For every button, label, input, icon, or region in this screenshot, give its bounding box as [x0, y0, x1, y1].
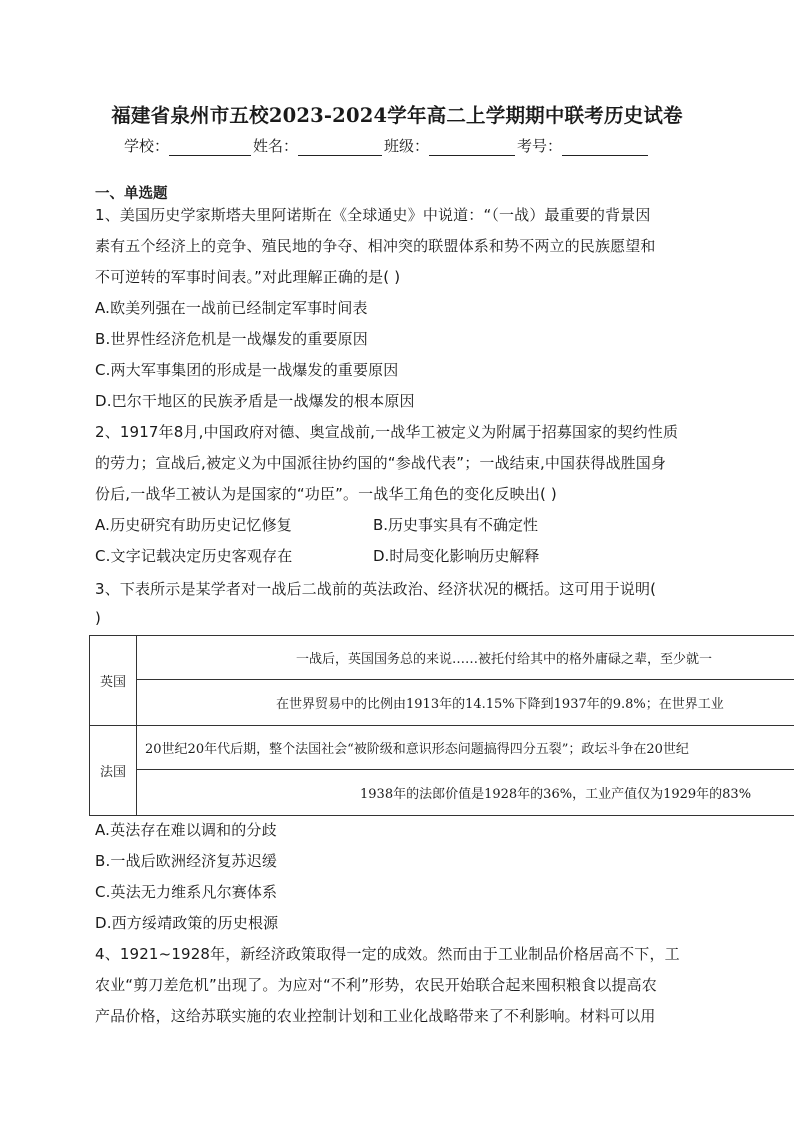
school-blank[interactable]	[169, 139, 251, 156]
name-label: 姓名：	[253, 137, 299, 155]
school-label: 学校：	[124, 137, 170, 155]
q3-stem-line-1: 3、下表所示是某学者对一战后二战前的英法政治、经济状况的概括。这可用于说明(	[95, 580, 657, 598]
q2-stem-line-2: 的劳力；宣战后,被定义为中国派往协约国的“参战代表”；一战结束,中国获得战胜国身	[95, 454, 667, 472]
table-row	[90, 726, 794, 770]
q2-option-a[interactable]: A.历史研究有助历史记忆修复	[95, 516, 292, 534]
q2-option-d[interactable]: D.时局变化影响历史解释	[373, 547, 540, 565]
france-economy-text: 1938年的法郎价值是1928年的36%，工业产值仅为1929年的83%	[360, 787, 752, 802]
class-label: 班级：	[384, 137, 430, 155]
table-cell	[137, 726, 794, 770]
q1-option-a[interactable]: A.欧美列强在一战前已经制定军事时间表	[95, 299, 368, 317]
france-politics-text: 20世纪20年代后期，整个法国社会“被阶级和意识形态问题搞得四分五裂”；政坛斗争在20世纪	[145, 742, 689, 757]
q2-stem-line-1: 2、1917年8月,中国政府对德、奥宣战前,一战华工被定义为附属于招募国家的契约性质	[95, 423, 679, 441]
q3-option-d[interactable]: D.西方绥靖政策的历史根源	[95, 914, 279, 932]
country-cell-uk: 英国	[90, 636, 137, 726]
table-row	[90, 770, 794, 816]
uk-economy-text: 在世界贸易中的比例由1913年的14.15%下降到1937年的9.8%；在世界工业	[276, 697, 724, 712]
q2-option-c[interactable]: C.文字记载决定历史客观存在	[95, 547, 293, 565]
q2-stem-line-3: 份后,一战华工被认为是国家的“功臣”。一战华工角色的变化反映出( )	[95, 485, 557, 503]
name-blank[interactable]	[298, 139, 382, 156]
exam-number-label: 考号：	[517, 137, 563, 155]
q3-material-table	[89, 635, 794, 816]
student-info-row	[124, 135, 650, 156]
q4-stem-line-3: 产品价格，这给苏联实施的农业控制计划和工业化战略带来了不利影响。材料可以用	[95, 1007, 656, 1025]
q1-stem-line-1: 1、美国历史学家斯塔夫里阿诺斯在《全球通史》中说道：“（一战）最重要的背景因	[95, 206, 651, 224]
q3-stem-line-2: )	[95, 609, 102, 627]
table-cell	[137, 680, 794, 726]
q3-option-c[interactable]: C.英法无力维系凡尔赛体系	[95, 883, 278, 901]
q1-stem-line-2: 素有五个经济上的竞争、殖民地的争夺、相冲突的联盟体系和势不两立的民族愿望和	[95, 237, 656, 255]
q4-stem-line-2: 农业“剪刀差危机”出现了。为应对“不利”形势，农民开始联合起来囤积粮食以提高农	[95, 976, 657, 994]
uk-politics-text: 一战后，英国国务总的来说……被托付给其中的格外庸碌之辈，至少就一	[296, 652, 713, 667]
table-cell	[137, 770, 794, 816]
country-cell-france: 法国	[90, 726, 137, 816]
q3-option-a[interactable]: A.英法存在难以调和的分歧	[95, 821, 277, 839]
table-row	[90, 680, 794, 726]
exam-title: 福建省泉州市五校2023-2024学年高二上学期期中联考历史试卷	[111, 104, 683, 127]
q2-option-b[interactable]: B.历史事实具有不确定性	[373, 516, 539, 534]
q1-option-d[interactable]: D.巴尔干地区的民族矛盾是一战爆发的根本原因	[95, 392, 415, 410]
q4-stem-line-1: 4、1921~1928年，新经济政策取得一定的成效。然而由于工业制品价格居高不下，工	[95, 945, 680, 963]
q1-option-c[interactable]: C.两大军事集团的形成是一战爆发的重要原因	[95, 361, 399, 379]
q1-stem-line-3: 不可逆转的军事时间表。”对此理解正确的是( )	[95, 268, 401, 286]
section-heading: 一、单选题	[95, 186, 168, 202]
q3-option-b[interactable]: B.一战后欧洲经济复苏迟缓	[95, 852, 278, 870]
table-row	[90, 636, 794, 680]
q1-option-b[interactable]: B.世界性经济危机是一战爆发的重要原因	[95, 330, 368, 348]
table-cell	[137, 636, 794, 680]
exam-number-blank[interactable]	[562, 139, 648, 156]
class-blank[interactable]	[429, 139, 515, 156]
